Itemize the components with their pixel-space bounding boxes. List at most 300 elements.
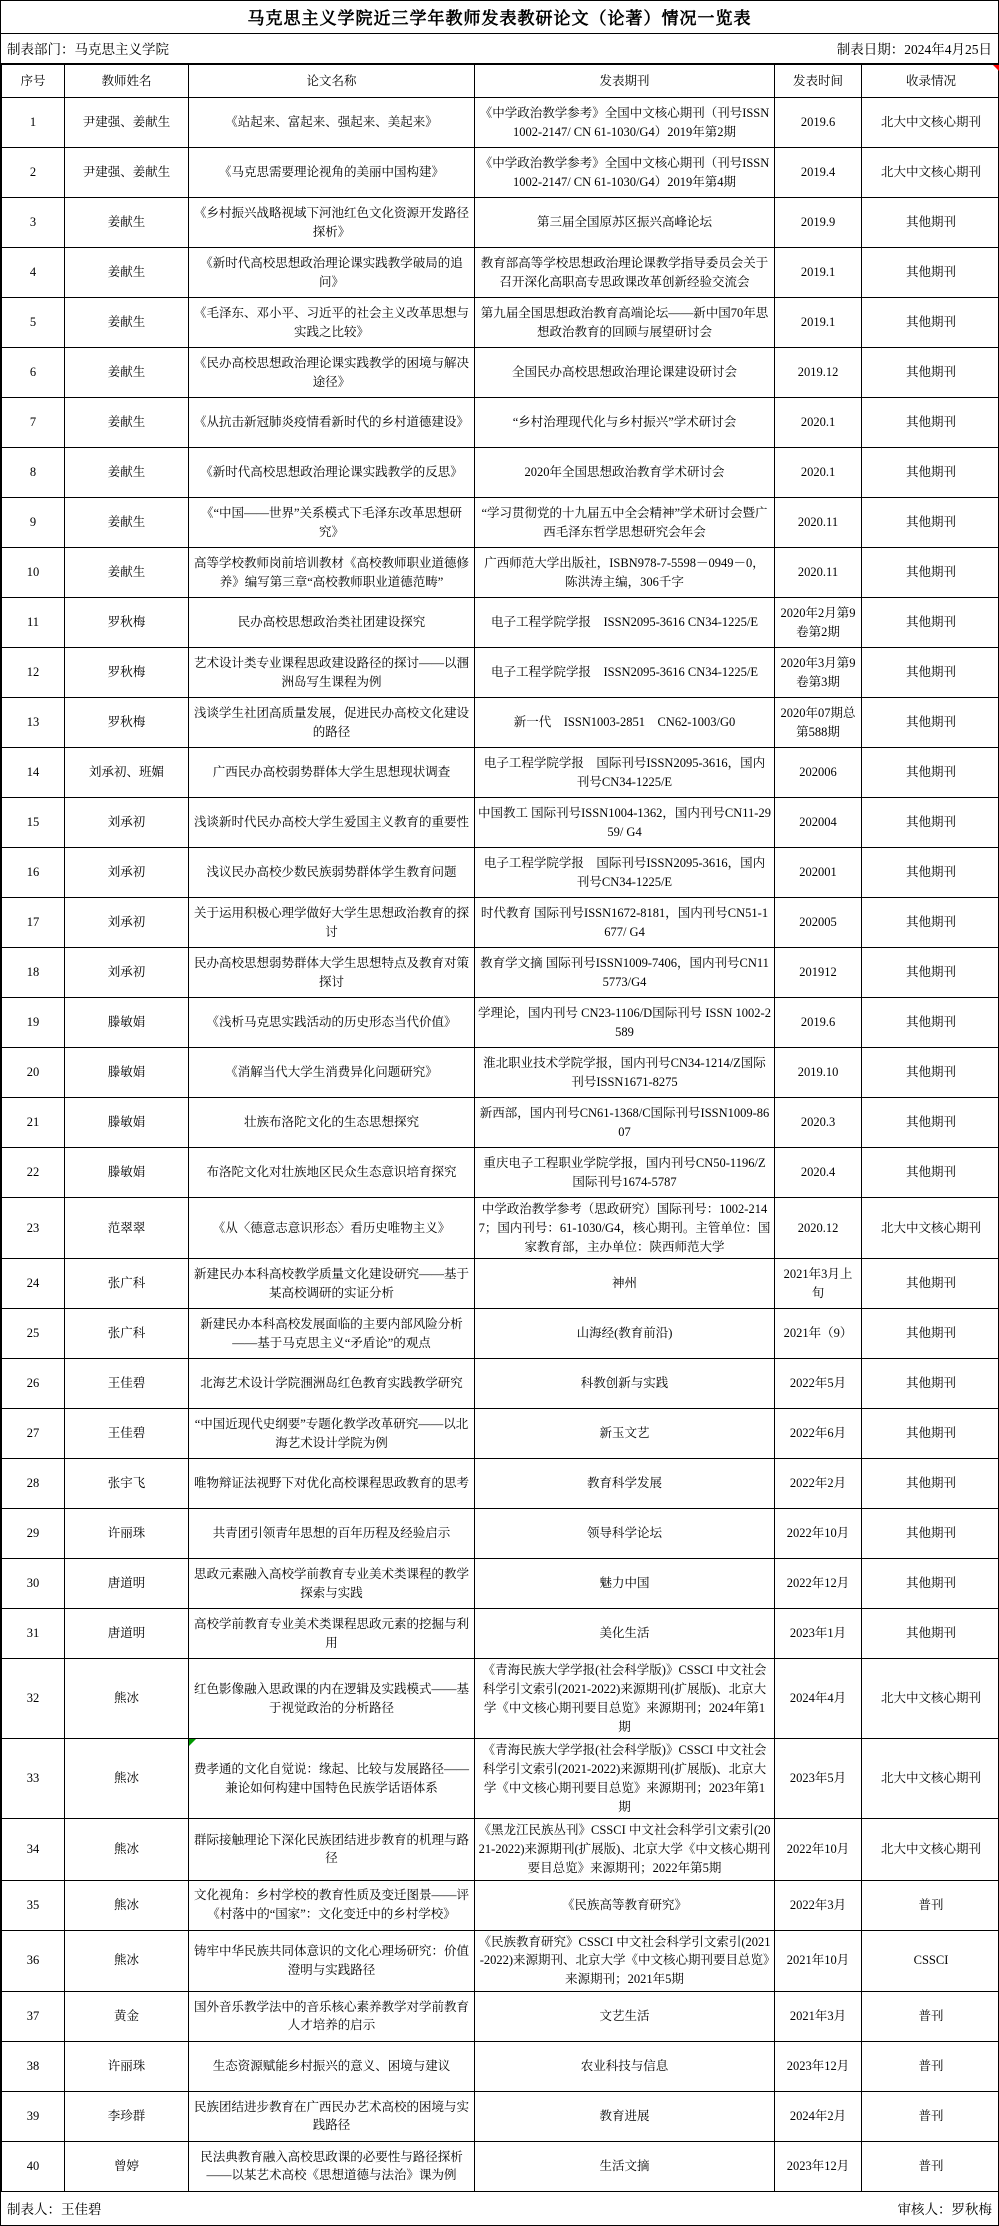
- cell-paper-title: 国外音乐教学法中的音乐核心素养教学对学前教育人才培养的启示: [189, 1991, 475, 2041]
- cell-no: 32: [2, 1659, 65, 1739]
- cell-paper-title: 《浅析马克思实践活动的历史形态当代价值》: [189, 998, 475, 1048]
- cell-publish-date: 202006: [775, 748, 862, 798]
- cell-index-status: 其他期刊: [862, 448, 999, 498]
- cell-teacher-name: 熊冰: [65, 1819, 189, 1880]
- cell-no: 23: [2, 1198, 65, 1259]
- cell-paper-title: 高等学校教师岗前培训教材《高校教师职业道德修养》编写第三章“高校教师职业道德范畴”: [189, 548, 475, 598]
- cell-journal: 山海经(教育前沿): [475, 1309, 775, 1359]
- cell-index-status: 其他期刊: [862, 598, 999, 648]
- footer-reviewer-value: 罗秋梅: [952, 2202, 993, 2217]
- cell-no: 4: [2, 248, 65, 298]
- cell-journal: 时代教育 国际刊号ISSN1672-8181，国内刊号CN51-1677/ G4: [475, 898, 775, 948]
- cell-no: 20: [2, 1048, 65, 1098]
- cell-index-status: 其他期刊: [862, 998, 999, 1048]
- table-row: [2, 1148, 999, 1198]
- cell-journal: 2020年全国思想政治教育学术研讨会: [475, 448, 775, 498]
- cell-publish-date: 2019.10: [775, 1048, 862, 1098]
- cell-journal: 教育进展: [475, 2091, 775, 2141]
- cell-publish-date: 2021年3月: [775, 1991, 862, 2041]
- cell-journal: 电子工程学院学报 ISSN2095-3616 CN34-1225/E: [475, 598, 775, 648]
- cell-publish-date: 2020.1: [775, 398, 862, 448]
- cell-teacher-name: 唐道明: [65, 1559, 189, 1609]
- cell-paper-title: 新建民办本科高校教学质量文化建设研究——基于某高校调研的实证分析: [189, 1259, 475, 1309]
- cell-teacher-name: 刘承初、班媚: [65, 748, 189, 798]
- cell-index-status: 北大中文核心期刊: [862, 1819, 999, 1880]
- cell-teacher-name: 罗秋梅: [65, 648, 189, 698]
- cell-paper-title: 关于运用积极心理学做好大学生思想政治教育的探讨: [189, 898, 475, 948]
- cell-no: 15: [2, 798, 65, 848]
- cell-journal: 魅力中国: [475, 1559, 775, 1609]
- cell-publish-date: 2022年5月: [775, 1359, 862, 1409]
- table-row: [2, 1609, 999, 1659]
- cell-paper-title: 浅谈新时代民办高校大学生爱国主义教育的重要性: [189, 798, 475, 848]
- cell-teacher-name: 熊冰: [65, 1880, 189, 1930]
- cell-paper-title: 浅谈学生社团高质量发展，促进民办高校文化建设的路径: [189, 698, 475, 748]
- table-row: [2, 1198, 999, 1259]
- meta-date-value: 2024年4月25日: [904, 42, 992, 57]
- cell-journal: 电子工程学院学报 国际刊号ISSN2095-3616，国内刊号CN34-1225/E: [475, 748, 775, 798]
- cell-paper-title: 《马克思需要理论视角的美丽中国构建》: [189, 148, 475, 198]
- table-row: [2, 598, 999, 648]
- cell-teacher-name: 滕敏娟: [65, 1048, 189, 1098]
- cell-journal: 领导科学论坛: [475, 1509, 775, 1559]
- meta-department-label: 制表部门：: [7, 42, 75, 57]
- cell-journal: 广西师范大学出版社，ISBN978-7-5598－0949－0，陈洪涛主编，306千字: [475, 548, 775, 598]
- cell-index-status: 其他期刊: [862, 1559, 999, 1609]
- cell-teacher-name: 李珍群: [65, 2091, 189, 2141]
- cell-publish-date: 2020.12: [775, 1198, 862, 1259]
- cell-index-status: 北大中文核心期刊: [862, 148, 999, 198]
- table-row: [2, 498, 999, 548]
- cell-paper-title: 《从抗击新冠肺炎疫情看新时代的乡村道德建设》: [189, 398, 475, 448]
- footer-reviewer: [898, 2198, 993, 2218]
- cell-publish-date: 2019.1: [775, 298, 862, 348]
- cell-no: 18: [2, 948, 65, 998]
- cell-index-status: 其他期刊: [862, 298, 999, 348]
- cell-index-status: 普刊: [862, 1991, 999, 2041]
- footer-preparer-value: 王佳碧: [61, 2202, 102, 2217]
- cell-paper-title: 民族团结进步教育在广西民办艺术高校的困境与实践路径: [189, 2091, 475, 2141]
- cell-no: 38: [2, 2041, 65, 2091]
- footer-reviewer-label: 审核人：: [898, 2202, 952, 2217]
- cell-publish-date: 2021年（9）: [775, 1309, 862, 1359]
- cell-no: 40: [2, 2141, 65, 2191]
- table-row: [2, 1930, 999, 1991]
- cell-journal: 重庆电子工程职业学院学报，国内刊号CN50-1196/Z国际刊号1674-5787: [475, 1148, 775, 1198]
- table-row: [2, 248, 999, 298]
- cell-publish-date: 2019.9: [775, 198, 862, 248]
- cell-journal: 中国教工 国际刊号ISSN1004-1362，国内刊号CN11-2959/ G4: [475, 798, 775, 848]
- cell-no: 13: [2, 698, 65, 748]
- cell-journal: 新西部，国内刊号CN61-1368/C国际刊号ISSN1009-8607: [475, 1098, 775, 1148]
- cell-index-status: 其他期刊: [862, 1459, 999, 1509]
- footer-row: [1, 2192, 998, 2225]
- cell-paper-title: 艺术设计类专业课程思政建设路径的探讨——以涠洲岛写生课程为例: [189, 648, 475, 698]
- cell-paper-title: 广西民办高校弱势群体大学生思想现状调查: [189, 748, 475, 798]
- cell-index-status: 其他期刊: [862, 1409, 999, 1459]
- cell-index-status: 其他期刊: [862, 648, 999, 698]
- cell-index-status: 其他期刊: [862, 1148, 999, 1198]
- cell-no: 33: [2, 1739, 65, 1819]
- cell-teacher-name: 曾婷: [65, 2141, 189, 2191]
- cell-no: 31: [2, 1609, 65, 1659]
- cell-no: 14: [2, 748, 65, 798]
- cell-journal: 第三届全国原苏区振兴高峰论坛: [475, 198, 775, 248]
- cell-index-status: 其他期刊: [862, 1259, 999, 1309]
- table-row: [2, 198, 999, 248]
- table-row: [2, 998, 999, 1048]
- cell-publish-date: 2023年12月: [775, 2041, 862, 2091]
- cell-paper-title: 《新时代高校思想政治理论课实践教学破局的追问》: [189, 248, 475, 298]
- cell-paper-title: 壮族布洛陀文化的生态思想探究: [189, 1098, 475, 1148]
- cell-paper-title: “中国近现代史纲要”专题化教学改革研究——以北海艺术设计学院为例: [189, 1409, 475, 1459]
- cell-journal: 淮北职业技术学院学报，国内刊号CN34-1214/Z国际刊号ISSN1671-8275: [475, 1048, 775, 1098]
- cell-index-status: 其他期刊: [862, 1609, 999, 1659]
- cell-publish-date: 2019.6: [775, 998, 862, 1048]
- cell-teacher-name: 刘承初: [65, 848, 189, 898]
- cell-publish-date: 2022年6月: [775, 1409, 862, 1459]
- cell-publish-date: 2023年12月: [775, 2141, 862, 2191]
- cell-no: 39: [2, 2091, 65, 2141]
- cell-index-status: 其他期刊: [862, 1309, 999, 1359]
- cell-publish-date: 202001: [775, 848, 862, 898]
- cell-no: 19: [2, 998, 65, 1048]
- cell-no: 3: [2, 198, 65, 248]
- cell-publish-date: 2020.3: [775, 1098, 862, 1148]
- table-row: [2, 348, 999, 398]
- header-no: 序号: [2, 65, 65, 98]
- cell-publish-date: 2023年5月: [775, 1739, 862, 1819]
- cell-no: 35: [2, 1880, 65, 1930]
- cell-paper-title: 民办高校思想政治类社团建设探究: [189, 598, 475, 648]
- table-row: [2, 1048, 999, 1098]
- meta-date-label: 制表日期：: [837, 42, 905, 57]
- cell-teacher-name: 尹建强、姜献生: [65, 148, 189, 198]
- cell-teacher-name: 范翠翠: [65, 1198, 189, 1259]
- cell-no: 7: [2, 398, 65, 448]
- table-row: [2, 898, 999, 948]
- cell-index-status: 北大中文核心期刊: [862, 1739, 999, 1819]
- cell-teacher-name: 姜献生: [65, 348, 189, 398]
- cell-publish-date: 2020.11: [775, 498, 862, 548]
- cell-publish-date: 2020年07期总第588期: [775, 698, 862, 748]
- table-header-row: [2, 65, 999, 98]
- cell-paper-title: 浅议民办高校少数民族弱势群体学生教育问题: [189, 848, 475, 898]
- cell-paper-title: 红色影像融入思政课的内在逻辑及实践模式——基于视觉政治的分析路径: [189, 1659, 475, 1739]
- cell-journal: 农业科技与信息: [475, 2041, 775, 2091]
- cell-journal: 《黑龙江民族丛刊》CSSCI 中文社会科学引文索引(2021-2022)来源期刊(扩展版)、北京大学《中文核心期刊要目总览》来源期刊；2022年第5期: [475, 1819, 775, 1880]
- cell-teacher-name: 姜献生: [65, 298, 189, 348]
- cell-paper-title: 新建民办本科高校发展面临的主要内部风险分析——基于马克思主义“矛盾论”的观点: [189, 1309, 475, 1359]
- cell-publish-date: 2023年1月: [775, 1609, 862, 1659]
- cell-teacher-name: 张广科: [65, 1259, 189, 1309]
- cell-publish-date: 2024年2月: [775, 2091, 862, 2141]
- cell-journal: 中学政治教学参考（思政研究）国际刊号：1002-2147；国内刊号：61-1030/G4，核心期刊。主管单位：国家教育部，主办单位：陕西师范大学: [475, 1198, 775, 1259]
- cell-journal: 学理论，国内刊号 CN23-1106/D国际刊号 ISSN 1002-2589: [475, 998, 775, 1048]
- cell-journal: 美化生活: [475, 1609, 775, 1659]
- cell-paper-title: 北海艺术设计学院涠洲岛红色教育实践教学研究: [189, 1359, 475, 1409]
- cell-index-status: 其他期刊: [862, 1098, 999, 1148]
- table-row: [2, 1459, 999, 1509]
- cell-teacher-name: 黄金: [65, 1991, 189, 2041]
- cell-no: 36: [2, 1930, 65, 1991]
- footer-preparer-label: 制表人：: [7, 2202, 61, 2217]
- cell-index-status: 北大中文核心期刊: [862, 98, 999, 148]
- table-row: [2, 648, 999, 698]
- cell-index-status: 其他期刊: [862, 748, 999, 798]
- meta-date: [837, 38, 992, 58]
- cell-index-status: 其他期刊: [862, 248, 999, 298]
- cell-paper-title: 群际接触理论下深化民族团结进步教育的机理与路径: [189, 1819, 475, 1880]
- cell-index-status: 其他期刊: [862, 948, 999, 998]
- cell-journal: 《青海民族大学学报(社会科学版)》CSSCI 中文社会科学引文索引(2021-2022)来源期刊(扩展版)、北京大学《中文核心期刊要目总览》来源期刊；2023年第1期: [475, 1739, 775, 1819]
- papers-table: [1, 64, 999, 2192]
- table-row: [2, 2141, 999, 2191]
- cell-paper-title: 文化视角：乡村学校的教育性质及变迁图景——评《村落中的“国家”：文化变迁中的乡村学校》: [189, 1880, 475, 1930]
- table-row: [2, 1880, 999, 1930]
- cell-no: 24: [2, 1259, 65, 1309]
- page-title: 马克思主义学院近三学年教师发表教研论文（论著）情况一览表: [1, 1, 998, 34]
- cell-no: 22: [2, 1148, 65, 1198]
- cell-no: 17: [2, 898, 65, 948]
- table-row: [2, 1098, 999, 1148]
- cell-paper-title: 《消解当代大学生消费异化问题研究》: [189, 1048, 475, 1098]
- cell-index-status: 北大中文核心期刊: [862, 1198, 999, 1259]
- cell-teacher-name: 刘承初: [65, 948, 189, 998]
- cell-teacher-name: 滕敏娟: [65, 1098, 189, 1148]
- cell-teacher-name: 张宇飞: [65, 1459, 189, 1509]
- cell-paper-title: 铸牢中华民族共同体意识的文化心理场研究：价值澄明与实践路径: [189, 1930, 475, 1991]
- table-row: [2, 848, 999, 898]
- cell-no: 5: [2, 298, 65, 348]
- cell-index-status: 普刊: [862, 2141, 999, 2191]
- cell-publish-date: 2022年2月: [775, 1459, 862, 1509]
- cell-journal: 教育学文摘 国际刊号ISSN1009-7406，国内刊号CN115773/G4: [475, 948, 775, 998]
- footer-preparer: [7, 2198, 102, 2218]
- cell-index-status: 其他期刊: [862, 348, 999, 398]
- cell-index-status: 其他期刊: [862, 1048, 999, 1098]
- cell-paper-title: 共青团引领青年思想的百年历程及经验启示: [189, 1509, 475, 1559]
- cell-publish-date: 2019.6: [775, 98, 862, 148]
- cell-publish-date: 2020.1: [775, 448, 862, 498]
- cell-journal: 电子工程学院学报 国际刊号ISSN2095-3616，国内刊号CN34-1225/E: [475, 848, 775, 898]
- cell-no: 29: [2, 1509, 65, 1559]
- cell-publish-date: 2022年10月: [775, 1509, 862, 1559]
- cell-journal: 文艺生活: [475, 1991, 775, 2041]
- cell-teacher-name: 张广科: [65, 1309, 189, 1359]
- cell-no: 11: [2, 598, 65, 648]
- table-row: [2, 1309, 999, 1359]
- cell-teacher-name: 熊冰: [65, 1739, 189, 1819]
- cell-teacher-name: 滕敏娟: [65, 998, 189, 1048]
- cell-teacher-name: 王佳碧: [65, 1359, 189, 1409]
- table-row: [2, 1739, 999, 1819]
- cell-paper-title: 《“中国——世界”关系模式下毛泽东改革思想研究》: [189, 498, 475, 548]
- cell-no: 12: [2, 648, 65, 698]
- cell-journal: 电子工程学院学报 ISSN2095-3616 CN34-1225/E: [475, 648, 775, 698]
- table-row: [2, 1359, 999, 1409]
- cell-index-status: 其他期刊: [862, 798, 999, 848]
- cell-journal: “乡村治理现代化与乡村振兴”学术研讨会: [475, 398, 775, 448]
- cell-paper-title: 民办高校思想弱势群体大学生思想特点及教育对策探讨: [189, 948, 475, 998]
- header-journal: 发表期刊: [475, 65, 775, 98]
- cell-teacher-name: 尹建强、姜献生: [65, 98, 189, 148]
- cell-paper-title: 《新时代高校思想政治理论课实践教学的反思》: [189, 448, 475, 498]
- cell-teacher-name: 姜献生: [65, 198, 189, 248]
- cell-paper-title: 高校学前教育专业美术类课程思政元素的挖掘与利用: [189, 1609, 475, 1659]
- cell-no: 37: [2, 1991, 65, 2041]
- cell-journal: 《青海民族大学学报(社会科学版)》CSSCI 中文社会科学引文索引(2021-2022)来源期刊(扩展版)、北京大学《中文核心期刊要目总览》来源期刊；2024年第1期: [475, 1659, 775, 1739]
- cell-teacher-name: 姜献生: [65, 248, 189, 298]
- cell-no: 26: [2, 1359, 65, 1409]
- cell-index-status: 普刊: [862, 2091, 999, 2141]
- table-row: [2, 1259, 999, 1309]
- cell-teacher-name: 姜献生: [65, 548, 189, 598]
- cell-teacher-name: 滕敏娟: [65, 1148, 189, 1198]
- cell-journal: 科教创新与实践: [475, 1359, 775, 1409]
- cell-no: 6: [2, 348, 65, 398]
- cell-teacher-name: 熊冰: [65, 1930, 189, 1991]
- cell-journal: 全国民办高校思想政治理论课建设研讨会: [475, 348, 775, 398]
- cell-publish-date: 2021年3月上旬: [775, 1259, 862, 1309]
- table-row: [2, 1509, 999, 1559]
- cell-publish-date: 2019.1: [775, 248, 862, 298]
- cell-paper-title: 《站起来、富起来、强起来、美起来》: [189, 98, 475, 148]
- table-row: [2, 298, 999, 348]
- header-publish-date: 发表时间: [775, 65, 862, 98]
- header-paper-title: 论文名称: [189, 65, 475, 98]
- cell-paper-title: 《乡村振兴战略视域下河池红色文化资源开发路径探析》: [189, 198, 475, 248]
- cell-no: 8: [2, 448, 65, 498]
- cell-index-status: 其他期刊: [862, 898, 999, 948]
- cell-no: 25: [2, 1309, 65, 1359]
- meta-department: [7, 38, 169, 58]
- cell-journal: 《中学政治教学参考》全国中文核心期刊（刊号ISSN 1002-2147/ CN 61-1030/G4）2019年第2期: [475, 98, 775, 148]
- cell-teacher-name: 唐道明: [65, 1609, 189, 1659]
- cell-paper-title: 民法典教育融入高校思政课的必要性与路径探析——以某艺术高校《思想道德与法治》课为例: [189, 2141, 475, 2191]
- cell-paper-title: 《毛泽东、邓小平、习近平的社会主义改革思想与实践之比较》: [189, 298, 475, 348]
- cell-publish-date: 2020年3月第9卷第3期: [775, 648, 862, 698]
- cell-journal: 教育部高等学校思想政治理论课教学指导委员会关于召开深化高职高专思政课改革创新经验交流会: [475, 248, 775, 298]
- cell-index-status: 其他期刊: [862, 198, 999, 248]
- table-row: [2, 698, 999, 748]
- cell-no: 2: [2, 148, 65, 198]
- cell-teacher-name: 姜献生: [65, 398, 189, 448]
- cell-index-status: 其他期刊: [862, 848, 999, 898]
- cell-teacher-name: 许丽珠: [65, 2041, 189, 2091]
- table-row: [2, 1409, 999, 1459]
- table-row: [2, 548, 999, 598]
- cell-no: 10: [2, 548, 65, 598]
- table-row: [2, 2091, 999, 2141]
- table-row: [2, 1659, 999, 1739]
- cell-teacher-name: 许丽珠: [65, 1509, 189, 1559]
- cell-publish-date: 2020.4: [775, 1148, 862, 1198]
- cell-journal: 新一代 ISSN1003-2851 CN62-1003/G0: [475, 698, 775, 748]
- cell-teacher-name: 熊冰: [65, 1659, 189, 1739]
- cell-paper-title: 《从〈德意志意识形态〉看历史唯物主义》: [189, 1198, 475, 1259]
- cell-index-status: CSSCI: [862, 1930, 999, 1991]
- table-row: [2, 148, 999, 198]
- table-row: [2, 398, 999, 448]
- cell-journal: 第九届全国思想政治教育高端论坛——新中国70年思想政治教育的回顾与展望研讨会: [475, 298, 775, 348]
- cell-no: 16: [2, 848, 65, 898]
- cell-publish-date: 2020年2月第9卷第2期: [775, 598, 862, 648]
- cell-teacher-name: 姜献生: [65, 448, 189, 498]
- cell-journal: 神州: [475, 1259, 775, 1309]
- header-teacher-name: 教师姓名: [65, 65, 189, 98]
- cell-publish-date: 2020.11: [775, 548, 862, 598]
- cell-publish-date: 2024年4月: [775, 1659, 862, 1739]
- cell-paper-title: 唯物辩证法视野下对优化高校课程思政教育的思考: [189, 1459, 475, 1509]
- cell-journal: 《民族教育研究》CSSCI 中文社会科学引文索引(2021-2022)来源期刊、北京大学《中文核心期刊要目总览》来源期刊；2021年5期: [475, 1930, 775, 1991]
- cell-index-status: 其他期刊: [862, 498, 999, 548]
- table-row: [2, 1991, 999, 2041]
- cell-index-status: 北大中文核心期刊: [862, 1659, 999, 1739]
- cell-no: 21: [2, 1098, 65, 1148]
- table-row: [2, 748, 999, 798]
- cell-no: 9: [2, 498, 65, 548]
- cell-publish-date: 2022年3月: [775, 1880, 862, 1930]
- cell-index-status: 普刊: [862, 2041, 999, 2091]
- cell-no: 28: [2, 1459, 65, 1509]
- cell-journal: “学习贯彻党的十九届五中全会精神”学术研讨会暨广西毛泽东哲学思想研究会年会: [475, 498, 775, 548]
- cell-publish-date: 2019.4: [775, 148, 862, 198]
- cell-no: 1: [2, 98, 65, 148]
- cell-publish-date: 201912: [775, 948, 862, 998]
- cell-journal: 新玉文艺: [475, 1409, 775, 1459]
- cell-publish-date: 2019.12: [775, 348, 862, 398]
- cell-teacher-name: 王佳碧: [65, 1409, 189, 1459]
- cell-paper-title: 《民办高校思想政治理论课实践教学的困境与解决途径》: [189, 348, 475, 398]
- cell-paper-title: 费孝通的文化自觉说：缘起、比较与发展路径——兼论如何构建中国特色民族学话语体系: [189, 1739, 475, 1819]
- cell-paper-title: 思政元素融入高校学前教育专业美术类课程的教学探索与实践: [189, 1559, 475, 1609]
- cell-publish-date: 2022年10月: [775, 1819, 862, 1880]
- meta-row: [1, 34, 998, 64]
- cell-teacher-name: 罗秋梅: [65, 698, 189, 748]
- cell-no: 34: [2, 1819, 65, 1880]
- cell-index-status: 其他期刊: [862, 548, 999, 598]
- cell-publish-date: 202005: [775, 898, 862, 948]
- cell-no: 27: [2, 1409, 65, 1459]
- cell-publish-date: 202004: [775, 798, 862, 848]
- table-row: [2, 98, 999, 148]
- cell-teacher-name: 罗秋梅: [65, 598, 189, 648]
- cell-index-status: 其他期刊: [862, 1359, 999, 1409]
- meta-department-value: 马克思主义学院: [75, 42, 170, 57]
- cell-journal: 《民族高等教育研究》: [475, 1880, 775, 1930]
- table-row: [2, 1819, 999, 1880]
- header-index-status: 收录情况: [862, 65, 999, 98]
- cell-paper-title: 生态资源赋能乡村振兴的意义、困境与建议: [189, 2041, 475, 2091]
- cell-paper-title: 布洛陀文化对壮族地区民众生态意识培育探究: [189, 1148, 475, 1198]
- table-row: [2, 448, 999, 498]
- table-row: [2, 798, 999, 848]
- cell-journal: 教育科学发展: [475, 1459, 775, 1509]
- cell-no: 30: [2, 1559, 65, 1609]
- cell-index-status: 其他期刊: [862, 398, 999, 448]
- table-row: [2, 948, 999, 998]
- cell-teacher-name: 姜献生: [65, 498, 189, 548]
- cell-teacher-name: 刘承初: [65, 898, 189, 948]
- cell-publish-date: 2021年10月: [775, 1930, 862, 1991]
- cell-teacher-name: 刘承初: [65, 798, 189, 848]
- cell-index-status: 其他期刊: [862, 698, 999, 748]
- cell-journal: 生活文摘: [475, 2141, 775, 2191]
- table-row: [2, 2041, 999, 2091]
- cell-journal: 《中学政治教学参考》全国中文核心期刊（刊号ISSN 1002-2147/ CN 61-1030/G4）2019年第4期: [475, 148, 775, 198]
- table-row: [2, 1559, 999, 1609]
